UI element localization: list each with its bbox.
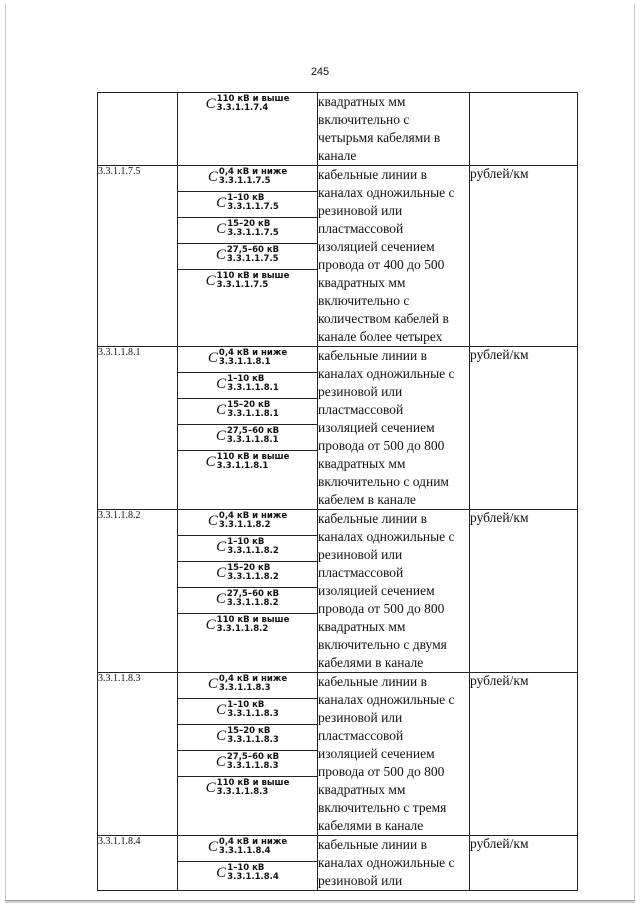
description-line: квадратных мм	[318, 94, 406, 109]
voltage-class: 1–10 кВ	[227, 374, 265, 384]
table-row	[98, 836, 578, 891]
formula-index: 3.3.1.1.7.5	[218, 176, 271, 186]
table-row	[98, 93, 578, 166]
voltage-subcell	[178, 93, 317, 119]
page-number: 245	[310, 66, 330, 78]
voltage-subcell	[178, 451, 317, 477]
cost-formula	[216, 194, 279, 212]
description-line: каналах одножильные с	[318, 692, 455, 707]
formula-index: 3.3.1.1.8.1	[216, 461, 269, 471]
formula-letter: C	[207, 168, 218, 185]
description-line: количеством кабелей в	[318, 311, 449, 326]
formula-letter: C	[216, 701, 227, 718]
voltage-class: 0,4 кВ и ниже	[218, 348, 288, 358]
description-line: резиновой или	[318, 710, 403, 725]
formula-index: 3.3.1.1.7.5	[226, 254, 279, 264]
formula-letter: C	[215, 590, 226, 607]
voltage-subcell	[178, 751, 317, 777]
formula-letter: C	[216, 220, 227, 237]
description-line: пластмассовой	[318, 728, 404, 743]
cost-formula	[206, 779, 290, 797]
voltage-subcell	[178, 218, 317, 244]
formula-letter: C	[205, 95, 216, 112]
description-line: кабелем в канале	[318, 492, 416, 507]
formula-letter: C	[207, 675, 218, 692]
voltage-subcell	[178, 166, 317, 192]
item-description	[318, 673, 470, 836]
cost-formula	[208, 675, 287, 693]
description-line: кабелями в канале	[318, 655, 424, 670]
unit-of-measure	[470, 93, 578, 166]
voltage-subcell	[178, 588, 317, 614]
voltage-class: 110 кВ и выше	[216, 778, 290, 788]
description-line: изоляцией сечением	[318, 746, 435, 761]
voltage-subcell	[178, 192, 317, 218]
description-line: пластмассовой	[318, 402, 404, 417]
voltage-subcell	[178, 777, 317, 803]
description-line: каналах одножильные с	[318, 529, 455, 544]
voltage-subcell	[178, 536, 317, 562]
cost-formula	[216, 538, 279, 556]
description-line: резиновой или	[318, 547, 403, 562]
formula-index: 3.3.1.1.8.1	[227, 383, 279, 393]
voltage-class: 0,4 кВ и ниже	[218, 674, 288, 684]
description-line: пластмассовой	[318, 221, 404, 236]
formula-letter: C	[216, 401, 227, 418]
formula-index: 3.3.1.1.8.4	[218, 846, 271, 856]
voltage-class: 15–20 кВ	[227, 726, 271, 736]
description-line: кабелями в канале	[318, 818, 424, 833]
cost-formula	[216, 590, 279, 608]
cost-formula	[208, 512, 287, 530]
description-line: резиновой или	[318, 384, 403, 399]
voltage-subcell	[178, 399, 317, 425]
formula-index: 3.3.1.1.8.2	[227, 572, 279, 582]
item-description	[318, 510, 470, 673]
item-description	[318, 347, 470, 510]
voltage-class: 15–20 кВ	[227, 400, 271, 410]
voltage-subcell	[178, 510, 317, 536]
formula-letter: C	[216, 375, 227, 392]
formula-letter: C	[207, 349, 218, 366]
formula-index: 3.3.1.1.7.5	[216, 280, 269, 290]
formula-cell	[178, 347, 318, 510]
formula-letter: C	[207, 512, 218, 529]
description-line: кабельные линии в	[318, 348, 427, 363]
voltage-class: 1–10 кВ	[227, 863, 265, 873]
description-line: включительно с	[318, 293, 410, 308]
table-row	[98, 510, 578, 673]
cost-formula	[216, 246, 279, 264]
formula-letter: C	[216, 194, 227, 211]
formula-letter: C	[216, 564, 227, 581]
formula-cell	[178, 510, 318, 673]
voltage-class: 0,4 кВ и ниже	[218, 167, 288, 177]
formula-cell	[178, 836, 318, 891]
description-line: провода от 400 до 500	[318, 257, 445, 272]
cost-formula	[206, 272, 290, 290]
cost-formula	[216, 375, 279, 393]
item-code	[98, 93, 178, 166]
formula-cell	[178, 166, 318, 347]
voltage-subcell	[178, 614, 317, 640]
item-code: 3.3.1.1.8.2	[98, 510, 178, 673]
voltage-class: 0,4 кВ и ниже	[218, 837, 288, 847]
formula-index: 3.3.1.1.8.2	[227, 546, 279, 556]
description-line: провода от 500 до 800	[318, 601, 445, 616]
voltage-subcell	[178, 347, 317, 373]
voltage-subcell	[178, 562, 317, 588]
item-description	[318, 93, 470, 166]
description-line: включительно с тремя	[318, 800, 447, 815]
unit-of-measure: рублей/км	[470, 836, 578, 891]
description-line: провода от 500 до 800	[318, 438, 445, 453]
cost-formula	[216, 220, 279, 238]
voltage-subcell	[178, 270, 317, 296]
unit-of-measure: рублей/км	[470, 673, 578, 836]
voltage-class: 110 кВ и выше	[216, 615, 290, 625]
item-description	[318, 166, 470, 347]
description-line: включительно с одним	[318, 474, 449, 489]
voltage-class: 110 кВ и выше	[216, 452, 290, 462]
formula-letter: C	[216, 864, 227, 881]
description-line: канале	[318, 148, 357, 163]
voltage-class: 1–10 кВ	[227, 700, 265, 710]
formula-index: 3.3.1.1.7.4	[216, 103, 269, 113]
description-line: резиновой или	[318, 203, 403, 218]
formula-index: 3.3.1.1.8.4	[227, 872, 279, 882]
description-line: каналах одножильные с	[318, 185, 455, 200]
description-line: квадратных мм	[318, 275, 406, 290]
description-line: изоляцией сечением	[318, 420, 435, 435]
formula-index: 3.3.1.1.8.1	[226, 435, 279, 445]
table-row	[98, 166, 578, 347]
formula-letter: C	[205, 272, 216, 289]
table-row	[98, 347, 578, 510]
formula-letter: C	[215, 246, 226, 263]
voltage-class: 15–20 кВ	[227, 563, 271, 573]
cost-formula	[216, 564, 279, 582]
formula-index: 3.3.1.1.8.1	[227, 409, 279, 419]
description-line: пластмассовой	[318, 565, 404, 580]
formula-index: 3.3.1.1.8.2	[218, 520, 271, 530]
voltage-class: 15–20 кВ	[227, 219, 271, 229]
formula-index: 3.3.1.1.8.3	[218, 683, 271, 693]
description-line: включительно с	[318, 112, 410, 127]
description-line: четырьмя кабелями в	[318, 130, 441, 145]
formula-cell	[178, 93, 318, 166]
cost-formula	[206, 616, 290, 634]
formula-letter: C	[205, 779, 216, 796]
cost-formula	[208, 838, 287, 856]
formula-letter: C	[215, 427, 226, 444]
formula-letter: C	[207, 838, 218, 855]
formula-index: 3.3.1.1.7.5	[227, 228, 279, 238]
description-line: кабельные линии в	[318, 674, 427, 689]
cost-formula	[208, 349, 287, 367]
cost-formula	[206, 453, 290, 471]
voltage-subcell	[178, 699, 317, 725]
voltage-class: 27,5–60 кВ	[226, 426, 280, 436]
cost-formula	[216, 753, 279, 771]
formula-index: 3.3.1.1.7.5	[227, 202, 279, 212]
description-line: каналах одножильные с	[318, 855, 455, 870]
description-line: каналах одножильные с	[318, 366, 455, 381]
voltage-class: 110 кВ и выше	[216, 271, 290, 281]
formula-index: 3.3.1.1.8.3	[216, 787, 269, 797]
description-line: изоляцией сечением	[318, 583, 435, 598]
voltage-class: 0,4 кВ и ниже	[218, 511, 288, 521]
formula-index: 3.3.1.1.8.2	[216, 624, 269, 634]
voltage-subcell	[178, 673, 317, 699]
item-code: 3.3.1.1.8.3	[98, 673, 178, 836]
voltage-subcell	[178, 425, 317, 451]
voltage-class: 1–10 кВ	[227, 193, 265, 203]
item-description	[318, 836, 470, 891]
description-line: включительно с двумя	[318, 637, 447, 652]
formula-letter: C	[205, 453, 216, 470]
cost-formula	[216, 427, 279, 445]
voltage-subcell	[178, 862, 317, 888]
description-line: квадратных мм	[318, 619, 406, 634]
voltage-class: 1–10 кВ	[227, 537, 265, 547]
formula-letter: C	[215, 753, 226, 770]
description-line: квадратных мм	[318, 782, 406, 797]
cost-formula	[216, 401, 279, 419]
description-line: квадратных мм	[318, 456, 406, 471]
unit-of-measure: рублей/км	[470, 347, 578, 510]
voltage-class: 27,5–60 кВ	[226, 245, 280, 255]
voltage-class: 110 кВ и выше	[216, 94, 290, 104]
description-line: провода от 500 до 800	[318, 764, 445, 779]
cost-formula	[208, 168, 287, 186]
formula-index: 3.3.1.1.8.3	[226, 761, 279, 771]
formula-letter: C	[216, 538, 227, 555]
formula-index: 3.3.1.1.8.1	[218, 357, 271, 367]
formula-letter: C	[205, 616, 216, 633]
cost-formula	[216, 864, 279, 882]
item-code: 3.3.1.1.8.1	[98, 347, 178, 510]
voltage-subcell	[178, 836, 317, 862]
description-line: кабельные линии в	[318, 837, 427, 852]
cost-formula	[216, 727, 279, 745]
formula-index: 3.3.1.1.8.3	[227, 735, 279, 745]
voltage-class: 27,5–60 кВ	[226, 752, 280, 762]
voltage-class: 27,5–60 кВ	[226, 589, 280, 599]
voltage-subcell	[178, 725, 317, 751]
unit-of-measure: рублей/км	[470, 166, 578, 347]
cost-formula	[216, 701, 279, 719]
table-row	[98, 673, 578, 836]
tariff-table	[97, 92, 578, 891]
item-code: 3.3.1.1.7.5	[98, 166, 178, 347]
description-line: канале более четырех	[318, 329, 443, 344]
formula-cell	[178, 673, 318, 836]
voltage-subcell	[178, 373, 317, 399]
description-line: кабельные линии в	[318, 511, 427, 526]
formula-index: 3.3.1.1.8.2	[226, 598, 279, 608]
formula-letter: C	[216, 727, 227, 744]
formula-index: 3.3.1.1.8.3	[227, 709, 279, 719]
description-line: резиновой или	[318, 873, 403, 888]
voltage-subcell	[178, 244, 317, 270]
unit-of-measure: рублей/км	[470, 510, 578, 673]
cost-formula	[206, 95, 290, 113]
description-line: кабельные линии в	[318, 167, 427, 182]
description-line: изоляцией сечением	[318, 239, 435, 254]
item-code: 3.3.1.1.8.4	[98, 836, 178, 891]
